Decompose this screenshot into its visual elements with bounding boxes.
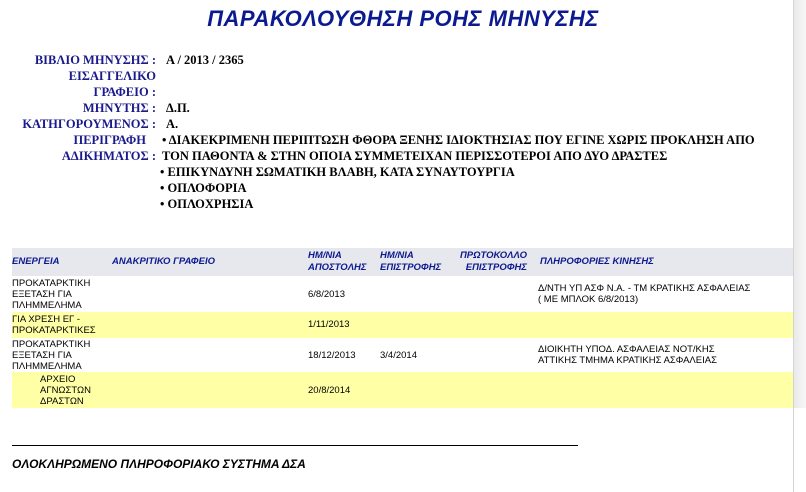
- katigoroumenos-value: Α.: [166, 117, 179, 131]
- case-info: [0, 52, 794, 212]
- offense-4: • ΟΠΛΟΧΡΗΣΙΑ: [160, 197, 254, 211]
- cell-apostolis: 1/11/2013: [308, 319, 350, 330]
- header-energeia: ΕΝΕΡΓΕΙΑ: [12, 256, 60, 267]
- cell-apostolis: 18/12/2013: [308, 350, 356, 361]
- info-row-minytis: [0, 100, 794, 116]
- page-title: ΠΑΡΑΚΟΛΟΥΘΗΣΗ ΡΟΗΣ ΜΗΝΥΣΗΣ: [207, 6, 599, 31]
- header-plirofories: ΠΛΗΡΟΦΟΡΙΕΣ ΚΙΝΗΣΗΣ: [540, 256, 654, 267]
- cell-apostolis: 20/8/2014: [308, 385, 351, 396]
- header-anakritiko: ΑΝΑΚΡΙΤΙΚΟ ΓΡΑΦΕΙΟ: [112, 256, 215, 267]
- info-row-adikimatos: [0, 148, 794, 164]
- cell-epistrofis: 3/4/2014: [380, 350, 417, 361]
- offense-2: • ΕΠΙΚΥΝΔΥΝΗ ΣΩΜΑΤΙΚΗ ΒΛΑΒΗ, ΚΑΤΑ ΣΥΝΑΥΤΟΥΡΓΙΑ: [160, 165, 515, 179]
- header-epistrofis: ΗΜ/ΝΙΑ ΕΠΙΣΤΡΟΦΗΣ: [380, 250, 442, 273]
- header-apostolis: ΗΜ/ΝΙΑ ΑΠΟΣΤΟΛΗΣ: [308, 250, 367, 273]
- info-row-perigrafi: [0, 132, 794, 148]
- vivlio-value: Α / 2013 / 2365: [166, 53, 244, 67]
- info-row-offense-4: [0, 196, 794, 212]
- cell-energeia: ΓΙΑ ΧΡΕΣΗ ΕΓ - ΠΡΟΚΑΤΑΡΚΤΙΚΕΣ: [12, 314, 96, 336]
- info-row-offense-2: [0, 164, 794, 180]
- cell-energeia: ΑΡΧΕΙΟ ΑΓΝΩΣΤΩΝ ΔΡΑΣΤΩΝ: [40, 374, 91, 407]
- adikimatos-label: ΑΔΙΚΗΜΑΤΟΣ :: [61, 149, 156, 163]
- table-header: [12, 248, 794, 276]
- info-row-offense-3: [0, 180, 794, 196]
- cell-plirofories: Δ/ΝΤΗ ΥΠ ΑΣΦ Ν.Α. - ΤΜ ΚΡΑΤΙΚΗΣ ΑΣΦΑΛΕΙΑΣ ( ΜΕ ΜΠΛΟΚ 6/8/2013): [538, 283, 751, 305]
- cell-apostolis: 6/8/2013: [308, 289, 345, 300]
- offense-3: • ΟΠΛΟΦΟΡΙΑ: [160, 181, 247, 195]
- cell-energeia: ΠΡΟΚΑΤΑΡΚΤΙΚΗ ΕΞΕΤΑΣΗ ΓΙΑ ΠΛΗΜΜΕΛΗΜΑ: [12, 278, 91, 311]
- table-row: [12, 312, 794, 338]
- table-row: [12, 276, 794, 312]
- table-row: [12, 372, 794, 408]
- vivlio-label: ΒΙΒΛΙΟ ΜΗΝΥΣΗΣ :: [34, 53, 156, 67]
- minytis-label: ΜΗΝΥΤΗΣ :: [82, 101, 156, 115]
- katigoroumenos-label: ΚΑΤΗΓΟΡΟΥΜΕΝΟΣ :: [22, 117, 156, 131]
- cell-energeia: ΠΡΟΚΑΤΑΡΚΤΙΚΗ ΕΞΕΤΑΣΗ ΓΙΑ ΠΛΗΜΜΕΛΗΜΑ: [12, 339, 91, 372]
- perigrafi-label: ΠΕΡΙΓΡΑΦΗ: [73, 133, 146, 147]
- info-row-eisaggeliko: [0, 68, 794, 84]
- eisaggeliko-label: ΕΙΣΑΓΓΕΛΙΚΟ: [68, 69, 156, 83]
- offense-1-line1: • ΔΙΑΚΕΚΡΙΜΕΝΗ ΠΕΡΙΠΤΩΣΗ ΦΘΟΡΑ ΞΕΝΗΣ ΙΔΙΟΚΤΗΣΙΑΣ ΠΟΥ ΕΓΙΝΕ ΧΩΡΙΣ ΠΡΟΚΛΗΣΗ ΑΠΟ: [162, 133, 755, 147]
- movement-table: [12, 248, 794, 408]
- grafeio-label: ΓΡΑΦΕΙΟ :: [93, 85, 156, 99]
- scrollbar-gap: [794, 408, 806, 492]
- offense-1-line2: ΤΟΝ ΠΑΘΟΝΤΑ & ΣΤΗΝ ΟΠΟΙΑ ΣΥΜΜΕΤΕΙΧΑΝ ΠΕΡΙΣΣΟΤΕΡΟΙ ΑΠΟ ΔΥΟ ΔΡΑΣΤΕΣ: [162, 149, 668, 163]
- info-row-katigoroumenos: [0, 116, 794, 132]
- info-row-grafeio: [0, 84, 794, 100]
- footer-divider: [12, 445, 578, 446]
- minytis-value: Δ.Π.: [166, 101, 190, 115]
- cell-plirofories: ΔΙΟΙΚΗΤΗ ΥΠΟΔ. ΑΣΦΑΛΕΙΑΣ ΝΟΤ/ΚΗΣ ΑΤΤΙΚΗΣ ΤΜΗΜΑ ΚΡΑΤΙΚΗΣ ΑΣΦΑΛΕΙΑΣ: [538, 344, 717, 366]
- footer-text: ΟΛΟΚΛΗΡΩΜΕΝΟ ΠΛΗΡΟΦΟΡΙΑΚΟ ΣΥΣΤΗΜΑ ΔΣΑ: [12, 457, 306, 471]
- header-protokollo: ΠΡΩΤΟΚΟΛΛΟ ΕΠΙΣΤΡΟΦΗΣ: [459, 250, 527, 273]
- table-row: [12, 338, 794, 372]
- info-row-vivlio: [0, 52, 794, 68]
